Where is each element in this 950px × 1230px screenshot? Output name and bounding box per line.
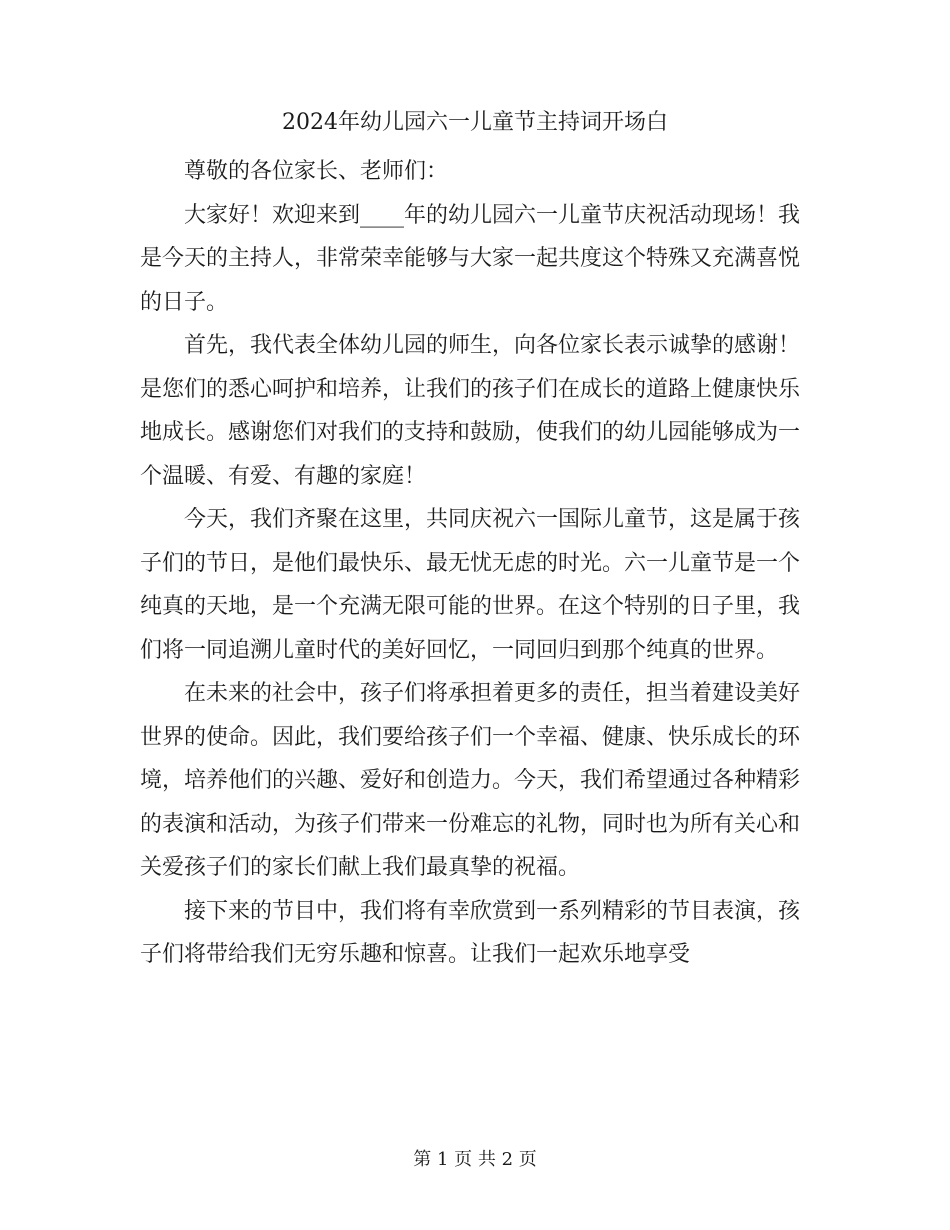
paragraph-program: 接下来的节目中，我们将有幸欣赏到一系列精彩的节目表演，孩子们将带给我们无穷乐趣和惊喜。让我们一起欢乐地享受 — [140, 898, 801, 967]
paragraph-celebration: 今天，我们齐聚在这里，共同庆祝六一国际儿童节，这是属于孩子们的节日，是他们最快乐、最无忧无虑的时光。六一儿童节是一个纯真的天地，是一个充满无限可能的世界。在这个特别的日子里，我们将一同追溯儿童时代的美好回忆，一同回归到那个纯真的世界。 — [140, 507, 801, 663]
paragraph-thanks: 首先，我代表全体幼儿园的师生，向各位家长表示诚挚的感谢！是您们的悉心呵护和培养，让我们的孩子们在成长的道路上健康快乐地成长。感谢您们对我们的支持和鼓励，使我们的幼儿园能够成为一个温暖、有爱、有趣的家庭！ — [140, 333, 801, 489]
paragraph-welcome: 大家好！欢迎来到____年的幼儿园六一儿童节庆祝活动现场！我是今天的主持人，非常荣幸能够与大家一起共度这个特殊又充满喜悦的日子。 — [140, 202, 801, 315]
document-body — [140, 150, 800, 977]
document-title: 2024年幼儿园六一儿童节主持词开场白 — [282, 110, 668, 135]
page-footer: 第 1 页 共 2 页 — [413, 1149, 537, 1170]
paragraph-greeting: 尊敬的各位家长、老师们： — [184, 159, 449, 184]
paragraph-future: 在未来的社会中，孩子们将承担着更多的责任，担当着建设美好世界的使命。因此，我们要给孩子们一个幸福、健康、快乐成长的环境，培养他们的兴趣、爱好和创造力。今天，我们希望通过各种精彩的表演和活动，为孩子们带来一份难忘的礼物，同时也为所有关心和关爱孩子们的家长们献上我们最真挚的祝福。 — [140, 681, 801, 880]
